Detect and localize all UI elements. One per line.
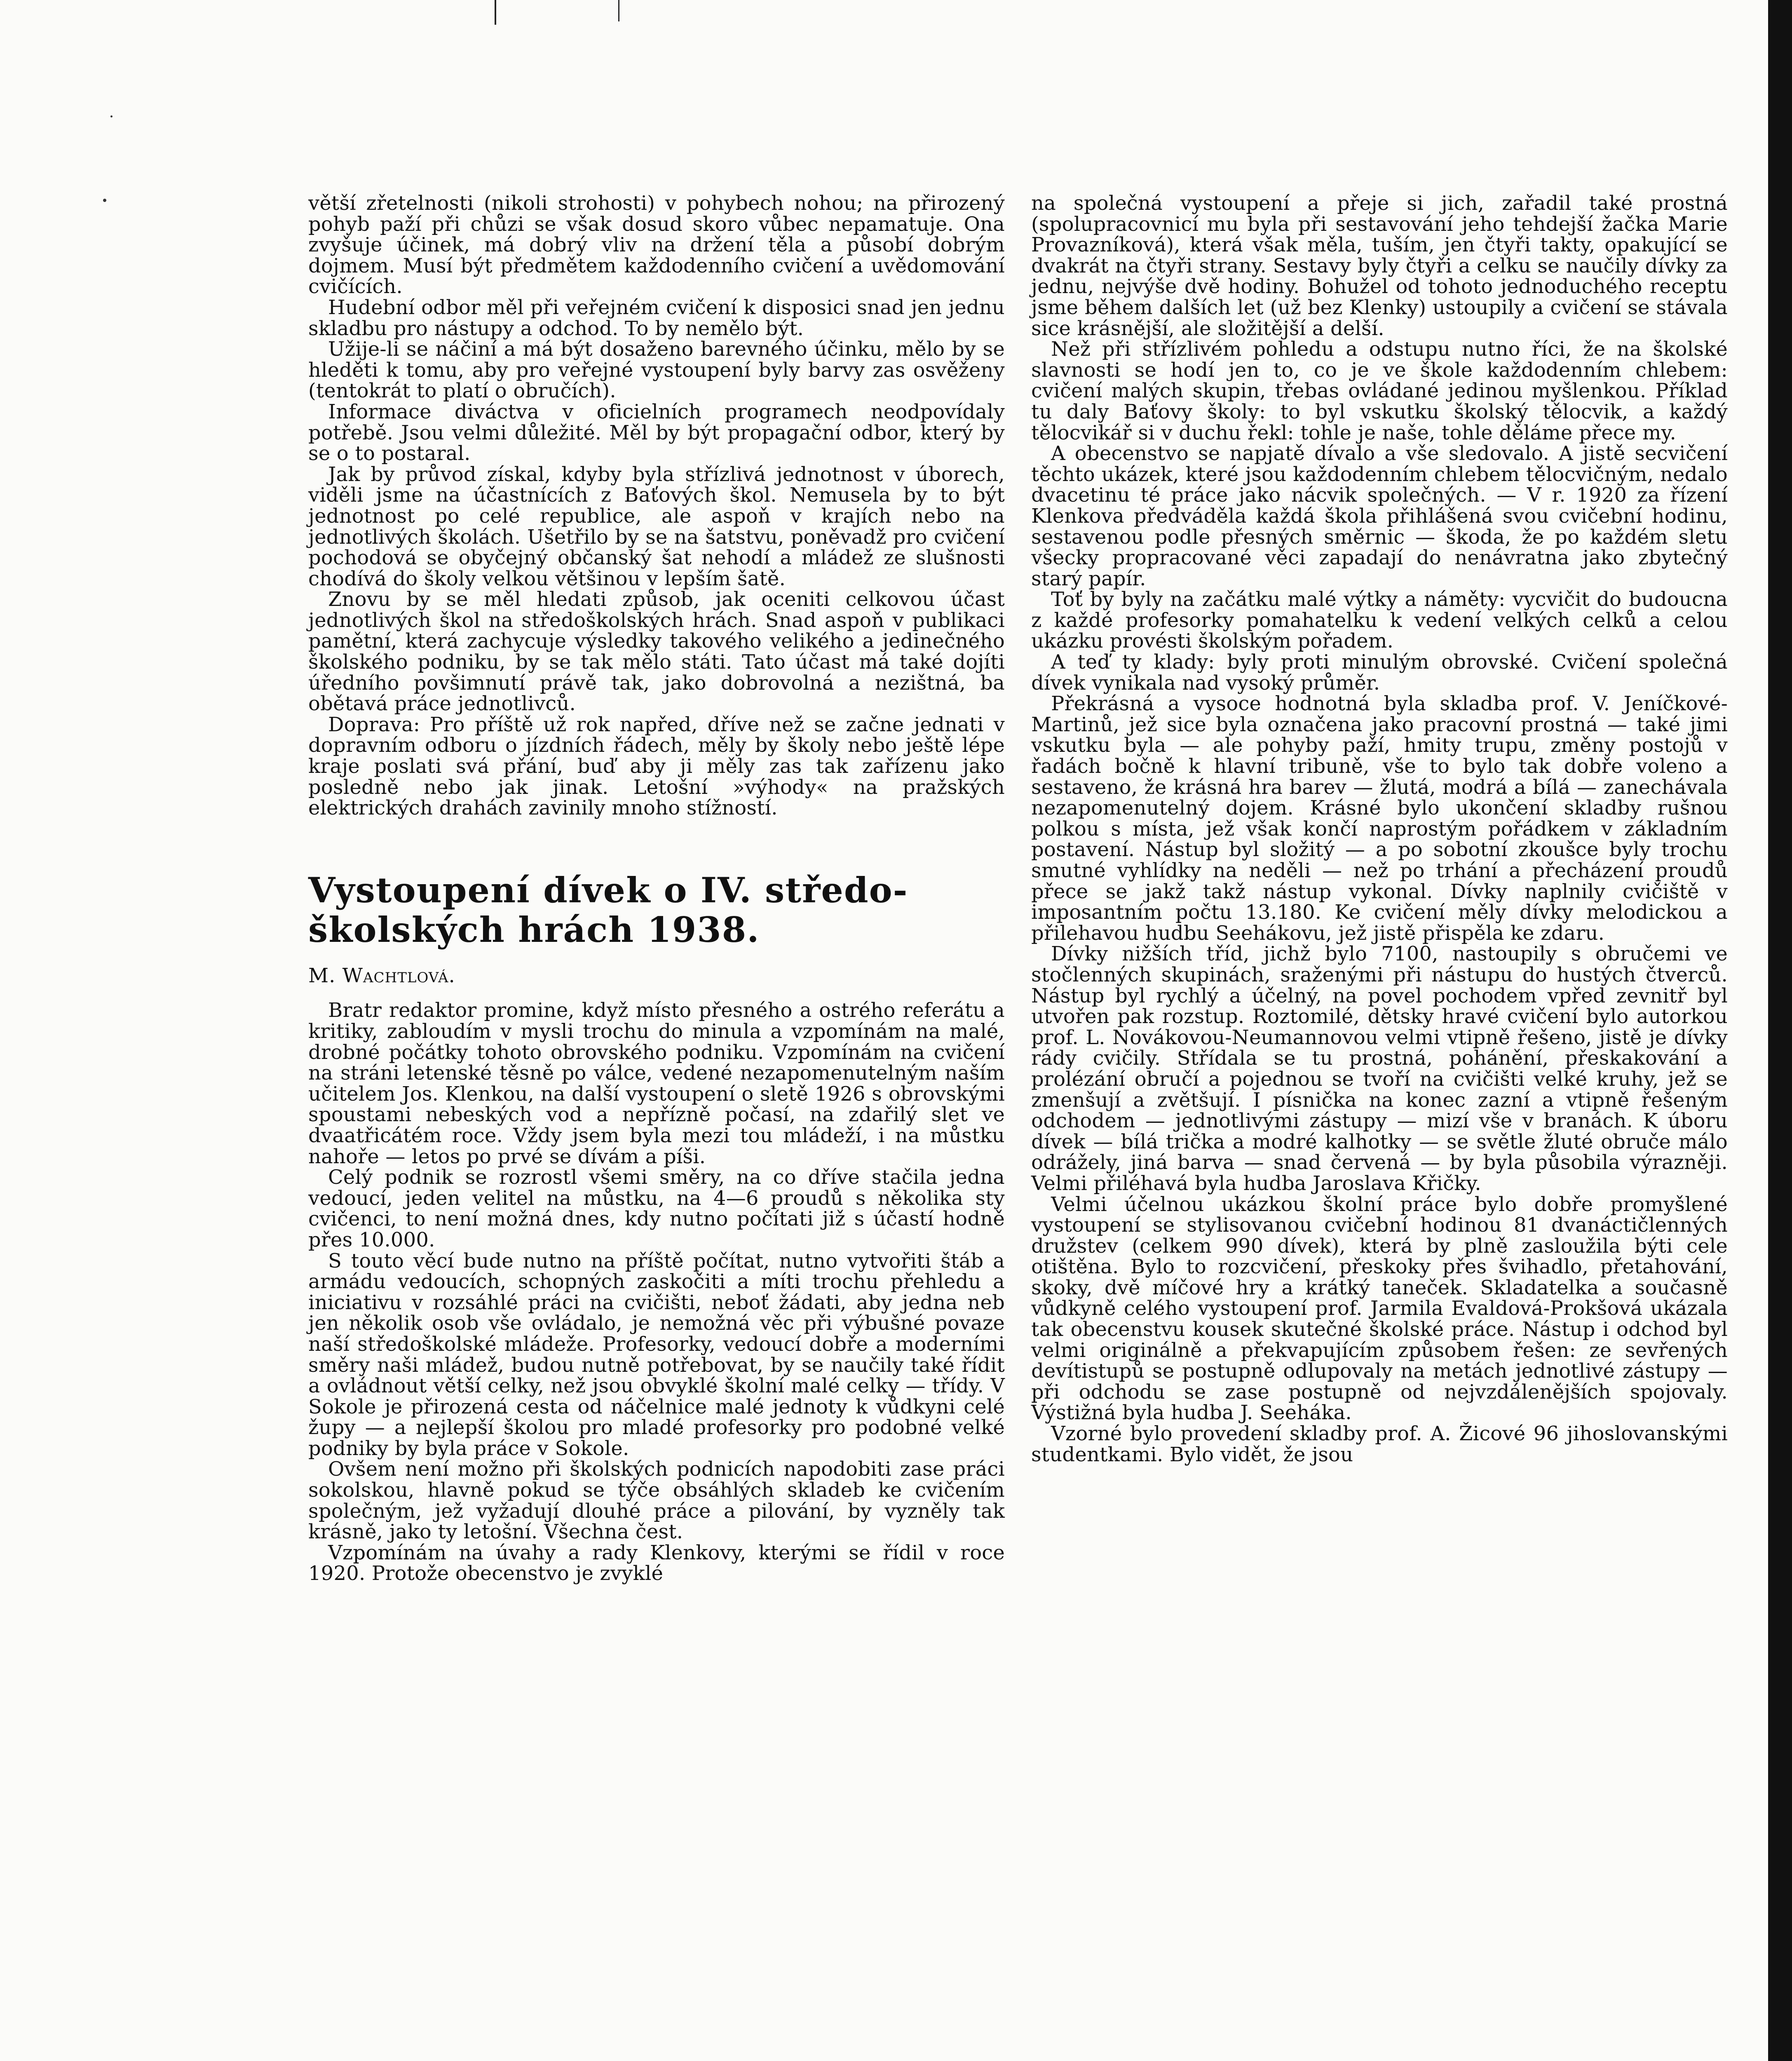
left-column [308, 193, 1005, 1584]
paragraph: Než při střízlivém pohledu a odstupu nutno říci, že na školské slavnosti se hodí jen to, co je ve škole každodenním chlebem: cvičení malých skupin, třebas ovládané jedinou myšlenkou. Příklad tu daly Baťovy školy: to byl vskutku školský tělocvik, a každý tělocvikář si v duchu řekl: tohle je naše, tohle děláme přece my. [1031, 338, 1728, 444]
paragraph: Překrásná a vysoce hodnotná byla skladba prof. V. Jeníčkové-Martinů, jež sice byla označena jako pracovní prostná — také jimi vskutku byla — ale pohyby paží, hmity trupu, změny postojů v řadách bočně k hlavní tribuně, vše to bylo tak dobře voleno a sestaveno, že krásná hra barev — žlutá, modrá a bílá — zanechávala nezapomenutelný dojem. Krásné bylo ukončení skladby rušnou polkou s místa, jež však končí naprostým pořádkem v základním postavení. Nástup byl složitý — a po sobotní zkoušce byly trochu smutné vyhlídky na neděli — než po trhání a přecházení proudů přece se jakž takž nástup vykonal. Dívky naplnily cvičiště v imposantním počtu 13.180. Ke cvičení měly dívky melodickou a přilehavou hudbu Seehákovu, jež jistě přispěla ke zdaru. [1031, 692, 1728, 945]
scan-dot [103, 199, 106, 202]
scan-dot [110, 115, 113, 117]
paragraph: Vzpomínám na úvahy a rady Klenkovy, kterými se řídil v roce 1920. Protože obecenstvo je zvyklé [308, 1541, 1005, 1585]
paragraph: Ovšem není možno při školských podnicích napodobiti zase práci sokolskou, hlavně pokud se týče obsáhlých skladeb ke cvičením společným, jež vyžadují dlouhé práce a pilování, by vyzněly tak krásně, jako ty letošní. Všechna čest. [308, 1458, 1005, 1544]
article-heading-line: školských hrách 1938. [308, 909, 760, 950]
paragraph: Velmi účelnou ukázkou školní práce bylo dobře promyšlené vystoupení se stylisovanou cvičební hodinou 81 dvanáctičlenných družstev (celkem 990 dívek), která by plně zasloužila býti cele otištěna. Bylo to rozcvičení, přeskoky přes švihadlo, přetahování, skoky, dvě míčové hry a krátký taneček. Skladatelka a současně vůdkyně celého vystoupení prof. Jarmila Evaldová-Prokšová ukázala tak obecenstvu kousek skutečné školské práce. Nástup i odchod byl velmi originálně a překvapujícím způsobem řešen: ze sevřených devítistupů se postupně odlupovaly na metách jednotlivé zástupy — při odchodu se zase postupně od nejvzdálenějších spojovaly. Výstižná byla hudba J. Seeháka. [1031, 1192, 1728, 1425]
paragraph: Informace diváctva v oficielních programech neodpovídaly potřebě. Jsou velmi důležité. Měl by být propagační odbor, který by se o to postaral. [308, 400, 1005, 465]
paragraph: na společná vystoupení a přeje si jich, zařadil také prostná (spolupracovnicí mu byla při sestavování jeho tehdejší žačka Marie Provazníková), která však měla, tuším, jen čtyři takty, opakující se dvakrát na čtyři strany. Sestavy byly čtyři a celku se naučily dívky za jednu, nejvýše dvě hodiny. Bohužel od tohoto jednoduchého receptu jsme během dalších let (už bez Klenky) ustoupily a cvičení se stávala sice krásnější, ale složitější a delší. [1031, 192, 1728, 340]
paragraph: Doprava: Pro příště už rok napřed, dříve než se začne jednati v dopravním odboru o jízdních řádech, měly by školy nebo ještě lépe kraje poslati svá přání, buď aby ji měly zas tak zařízenu jako posledně nebo jak jinak. Letošní »výhody« na pražských elektrických drahách zavinily mnoho stížností. [308, 713, 1005, 820]
paragraph: Jak by průvod získal, kdyby byla střízlivá jednotnost v úborech, viděli jsme na účastnících z Baťových škol. Nemusela by to být jednotnost po celé republice, ale aspoň v krajích nebo na jednotlivých školách. Ušetřilo by se na šatstvu, poněvadž pro cvičení pochodová se obyčejný občanský šat nehodí a mládež ze slušnosti chodívá do školy velkou většinou v lepším šatě. [308, 462, 1005, 590]
paragraph: Celý podnik se rozrostl všemi směry, na co dříve stačila jedna vedoucí, jeden velitel na můstku, na 4—6 proudů s několika sty cvičenci, to není možná dnes, kdy nutno počítati již s účastí hodně přes 10.000. [308, 1166, 1005, 1251]
paragraph: větší zřetelnosti (nikoli strohosti) v pohybech nohou; na přirozený pohyb paží při chůzi se však dosud skoro vůbec nepamatuje. Ona zvyšuje účinek, má dobrý vliv na držení těla a působí dobrým dojmem. Musí být předmětem každodenního cvičení a uvědomování cvičících. [308, 192, 1005, 298]
scan-border-right [1768, 0, 1792, 2061]
article-heading-line: Vystoupení dívek o IV. středo- [308, 869, 908, 911]
paragraph: A teď ty klady: byly proti minulým obrovské. Cvičení společná dívek vynikala nad vysoký průměr. [1031, 650, 1728, 695]
paragraph: Hudební odbor měl při veřejném cvičení k disposici snad jen jednu skladbu pro nástupy a odchod. To by nemělo být. [308, 296, 1005, 340]
right-column [1031, 193, 1728, 1465]
paragraph: A obecenstvo se napjatě dívalo a vše sledovalo. A jistě secvičení těchto ukázek, které jsou každodenním chlebem tělocvičným, nedalo dvacetinu té práce jako nácvik společných. — V r. 1920 za řízení Klenkova předváděla každá škola přihlášená svou cvičební hodinu, sestavenou podle přesných směrnic — škoda, že po každém sletu všecky propracované věci zapadají do nenávratna jako zbytečný starý papír. [1031, 442, 1728, 590]
scan-mark-top-right [618, 0, 619, 21]
article-heading [308, 871, 1005, 950]
paragraph: Bratr redaktor promine, když místo přesného a ostrého referátu a kritiky, zabloudím v mysli trochu do minula a vzpomínám na malé, drobné počátky tohoto obrovského podniku. Vzpomínám na cvičení na stráni letenské těsně po válce, vedené nezapomenutelným naším učitelem Jos. Klenkou, na další vystoupení o sletě 1926 s obrovskými spoustami nebeských vod a nepřízně počasí, na zdařilý slet ve dvaatřicátém roce. Vždy jsem byla mezi tou mládeží, i na můstku nahoře — letos po prvé se dívám a píši. [308, 999, 1005, 1168]
paragraph: Užije-li se náčiní a má být dosaženo barevného účinku, mělo by se hleděti k tomu, aby pro veřejné vystoupení byly barvy zas osvěženy (tentokrát to platí o obručích). [308, 338, 1005, 403]
article-author: M. Wachtlová. [308, 964, 455, 987]
paragraph: S touto věcí bude nutno na příště počítat, nutno vytvořiti štáb a armádu vedoucích, schopných zaskočiti a míti trochu přehledu a iniciativu v rozsáhlé práci na cvičišti, neboť žádati, aby jedna neb jen několik osob vše ovládalo, je nemožná věc při výbušné povaze naší středoškolské mládeže. Profesorky, vedoucí dobře a moderními směry naši mládež, budou nutně potřebovat, by se naučily také řídit a ovládnout větší celky, než jsou obvyklé školní malé celky — třídy. V Sokole je přirozená cesta od náčelnice malé jednoty k vůdkyni celé župy — a nejlepší školou pro mladé profesorky pro podobné velké podniky by byla práce v Sokole. [308, 1249, 1005, 1460]
paragraph: Dívky nižších tříd, jichž bylo 7100, nastoupily s obručemi ve stočlenných skupinách, sraženými při nástupu do hustých čtverců. Nástup byl rychlý a účelný, na povel pochodem vpřed zevnitř byl utvořen pak rozstup. Roztomilé, dětsky hravé cvičení bylo autorkou prof. L. Novákovou-Neumannovou velmi vtipně řešeno, jistě je dívky rády cvičily. Střídala se tu prostná, pohánění, přeskakování a prolézání obručí a pojednou se tvoří na cvičišti velké kruhy, jež se zmenšují a zvětšují. I písnička na konec zazní a vtipně řešeným odchodem — jednotlivými zástupy — mizí vše v branách. K úboru dívek — bílá trička a modré kalhotky — se světle žluté obruče málo odrážely, jiná barva — snad červená — by byla působila výrazněji. Velmi přiléhavá byla hudba Jaroslava Křičky. [1031, 942, 1728, 1195]
scan-mark-top [495, 0, 496, 25]
paragraph: Znovu by se měl hledati způsob, jak oceniti celkovou účast jednotlivých škol na středoškolských hrách. Snad aspoň v publikaci pamětní, která zachycuje výsledky takového velikého a jedinečného školského podniku, by se tak mělo státi. Tato účast má také dojíti úředního povšimnutí právě tak, jako dobrovolná a nezištná, ba obětavá práce jednotlivců. [308, 588, 1005, 716]
paragraph: Vzorné bylo provedení skladby prof. A. Žicové 96 jihoslovanskými studentkami. Bylo vidět, že jsou [1031, 1422, 1728, 1466]
paragraph: Toť by byly na začátku malé výtky a náměty: vycvičit do budoucna z každé profesorky pomahatelku k vedení velkých celků a celou ukázku provésti školským pořadem. [1031, 588, 1728, 653]
